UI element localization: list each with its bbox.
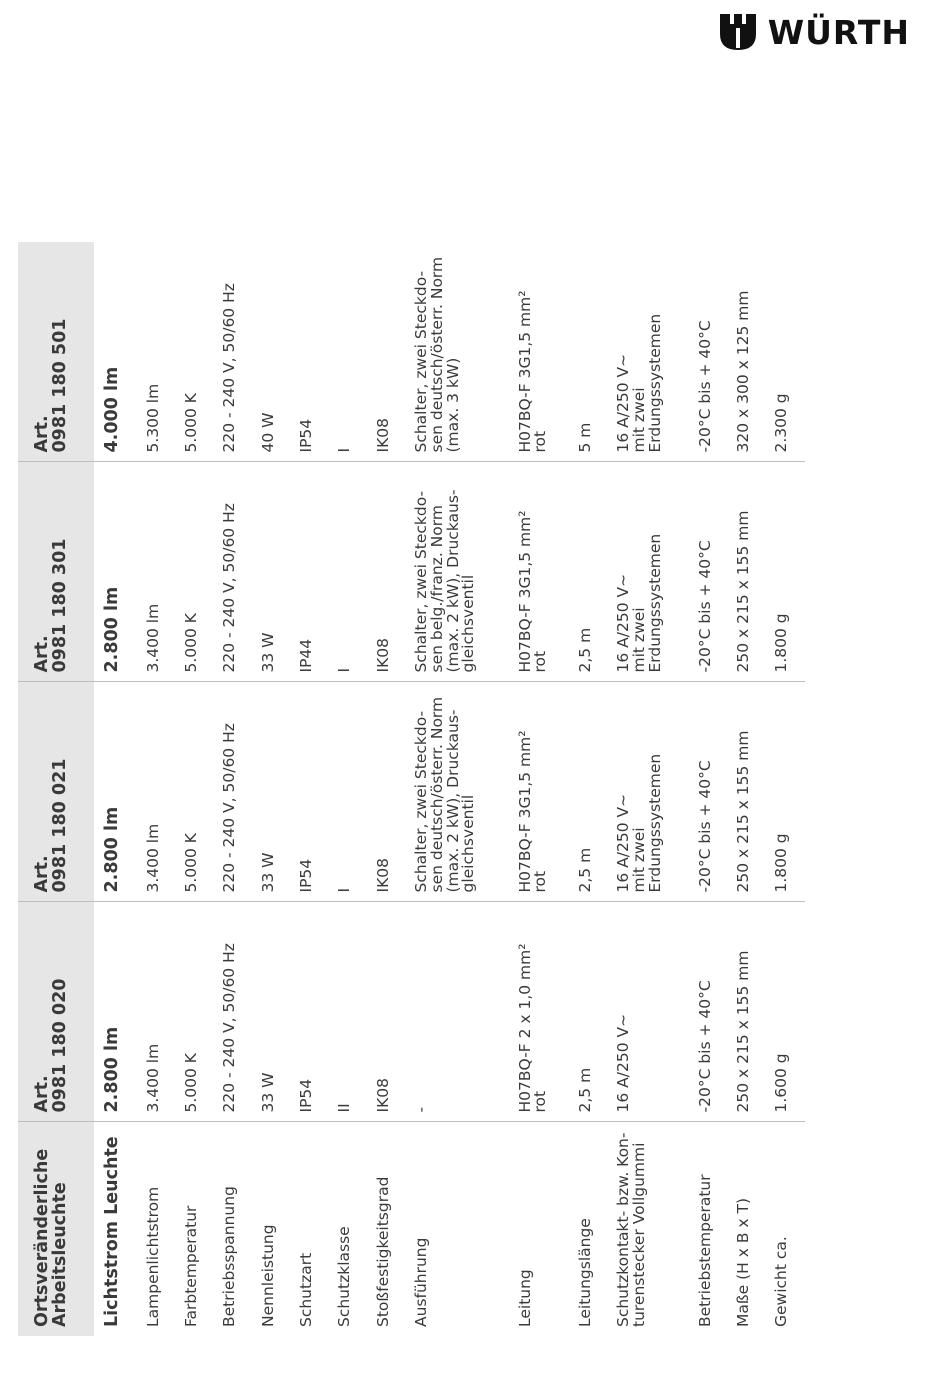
table-cell: 2,5 m [570, 682, 608, 902]
table-cell: 16 A/250 V~ mit zwei Erdungssystemen [608, 682, 690, 902]
row-label: Maße (H x B x T) [734, 1197, 753, 1327]
table-cell: 40 W [253, 242, 291, 462]
table-cell: 33 W [253, 682, 291, 902]
header-article-number: Art. 0981 180 020 [18, 902, 94, 1122]
table-row [608, 242, 690, 1336]
table-cell: 220 - 240 V, 50/60 Hz [214, 682, 252, 902]
wurth-logo [718, 12, 910, 52]
table-cell: 320 x 300 x 125 mm [728, 242, 766, 462]
table-cell: 5.000 K [176, 902, 214, 1122]
table-cell: I [329, 462, 367, 682]
table-row [94, 242, 138, 1336]
table-cell: 1.800 g [766, 682, 805, 902]
table-cell: Schalter, zwei Steckdo- sen deutsch/österr. Norm (max. 3 kW) [406, 242, 510, 462]
table-cell: H07BQ-F 3G1,5 mm² rot [510, 682, 570, 902]
table-cell: 5.000 K [176, 242, 214, 462]
table-cell: -20°C bis + 40°C [690, 682, 728, 902]
row-label: Leitungslänge [575, 1218, 594, 1327]
table-cell: 1.800 g [766, 462, 805, 682]
row-label: Stoßfestigkeitsgrad [373, 1176, 392, 1327]
table-cell: 220 - 240 V, 50/60 Hz [214, 462, 252, 682]
table-cell: 2,5 m [570, 902, 608, 1122]
table-cell: 2.800 lm [94, 462, 138, 682]
table-cell: 3.400 lm [138, 682, 176, 902]
row-label: Betriebsspannung [220, 1186, 239, 1327]
row-label: Lampenlichtstrom [143, 1186, 162, 1327]
table-cell: - [406, 902, 510, 1122]
table-row [728, 242, 766, 1336]
table-cell: H07BQ-F 3G1,5 mm² rot [510, 462, 570, 682]
table-cell: 250 x 215 x 155 mm [728, 902, 766, 1122]
spec-table [18, 242, 805, 1336]
row-label: Schutzklasse [335, 1226, 354, 1327]
table-cell: 3.400 lm [138, 902, 176, 1122]
table-cell: I [329, 682, 367, 902]
row-label: Gewicht ca. [772, 1236, 791, 1327]
table-cell: 33 W [253, 462, 291, 682]
table-cell: 16 A/250 V~ mit zwei Erdungssystemen [608, 462, 690, 682]
table-cell: 5.300 lm [138, 242, 176, 462]
header-article-number: Art. 0981 180 301 [18, 462, 94, 682]
table-cell: IP54 [291, 242, 329, 462]
table-row [138, 242, 176, 1336]
table-row [510, 242, 570, 1336]
table-cell: -20°C bis + 40°C [690, 462, 728, 682]
table-cell: 5.000 K [176, 462, 214, 682]
table-row [570, 242, 608, 1336]
table-row [329, 242, 367, 1336]
header-product-name: Ortsveränderliche Arbeitsleuchte [18, 1122, 94, 1336]
table-cell: 33 W [253, 902, 291, 1122]
table-cell: IK08 [368, 462, 406, 682]
table-cell: -20°C bis + 40°C [690, 902, 728, 1122]
table-cell: 3.400 lm [138, 462, 176, 682]
table-cell: 5 m [570, 242, 608, 462]
wurth-logo-mark-icon [718, 12, 758, 52]
table-cell: IP44 [291, 462, 329, 682]
table-cell: 4.000 lm [94, 242, 138, 462]
table-cell: IK08 [368, 902, 406, 1122]
table-row [368, 242, 406, 1336]
table-row [406, 242, 510, 1336]
row-label: Betriebstemperatur [695, 1174, 714, 1327]
row-label: Schutzart [296, 1252, 315, 1327]
row-label: Nennleistung [258, 1224, 277, 1327]
table-cell: H07BQ-F 2 x 1,0 mm² rot [510, 902, 570, 1122]
table-cell: 16 A/250 V~ [608, 902, 690, 1122]
table-cell: 220 - 240 V, 50/60 Hz [214, 902, 252, 1122]
table-cell: 16 A/250 V~ mit zwei Erdungssystemen [608, 242, 690, 462]
header-article-number: Art. 0981 180 021 [18, 682, 94, 902]
row-label: Lichtstrom Leuchte [101, 1136, 122, 1327]
row-label: Schutzkontakt- bzw. Kon- turenstecker Vollgummi [613, 1132, 648, 1327]
table-cell: 220 - 240 V, 50/60 Hz [214, 242, 252, 462]
table-cell: 2,5 m [570, 462, 608, 682]
table-cell: Schalter, zwei Steckdo- sen deutsch/österr. Norm (max. 2 kW), Druckaus- gleichsventil [406, 682, 510, 902]
spec-table-container [18, 242, 805, 1336]
row-label: Farbtemperatur [182, 1205, 201, 1327]
table-cell: 250 x 215 x 155 mm [728, 462, 766, 682]
table-cell: IP54 [291, 682, 329, 902]
header-article-number: Art. 0981 180 501 [18, 242, 94, 462]
table-cell: IK08 [368, 242, 406, 462]
table-cell: II [329, 902, 367, 1122]
table-row [766, 242, 805, 1336]
table-row [291, 242, 329, 1336]
table-cell: H07BQ-F 3G1,5 mm² rot [510, 242, 570, 462]
table-cell: 5.000 K [176, 682, 214, 902]
table-row [176, 242, 214, 1336]
row-label: Leitung [515, 1269, 534, 1327]
table-cell: -20°C bis + 40°C [690, 242, 728, 462]
table-cell: 250 x 215 x 155 mm [728, 682, 766, 902]
table-cell: 2.800 lm [94, 902, 138, 1122]
table-cell: 1.600 g [766, 902, 805, 1122]
table-cell: IP54 [291, 902, 329, 1122]
table-cell: 2.800 lm [94, 682, 138, 902]
row-label: Ausführung [411, 1237, 430, 1327]
table-cell: I [329, 242, 367, 462]
brand-name: WÜRTH [767, 12, 910, 52]
table-header-row [18, 242, 94, 1336]
table-cell: IK08 [368, 682, 406, 902]
table-row [214, 242, 252, 1336]
table-cell: 2.300 g [766, 242, 805, 462]
table-row [253, 242, 291, 1336]
table-cell: Schalter, zwei Steckdo- sen belg./franz. Norm (max. 2 kW), Druckaus- gleichsventil [406, 462, 510, 682]
table-row [690, 242, 728, 1336]
